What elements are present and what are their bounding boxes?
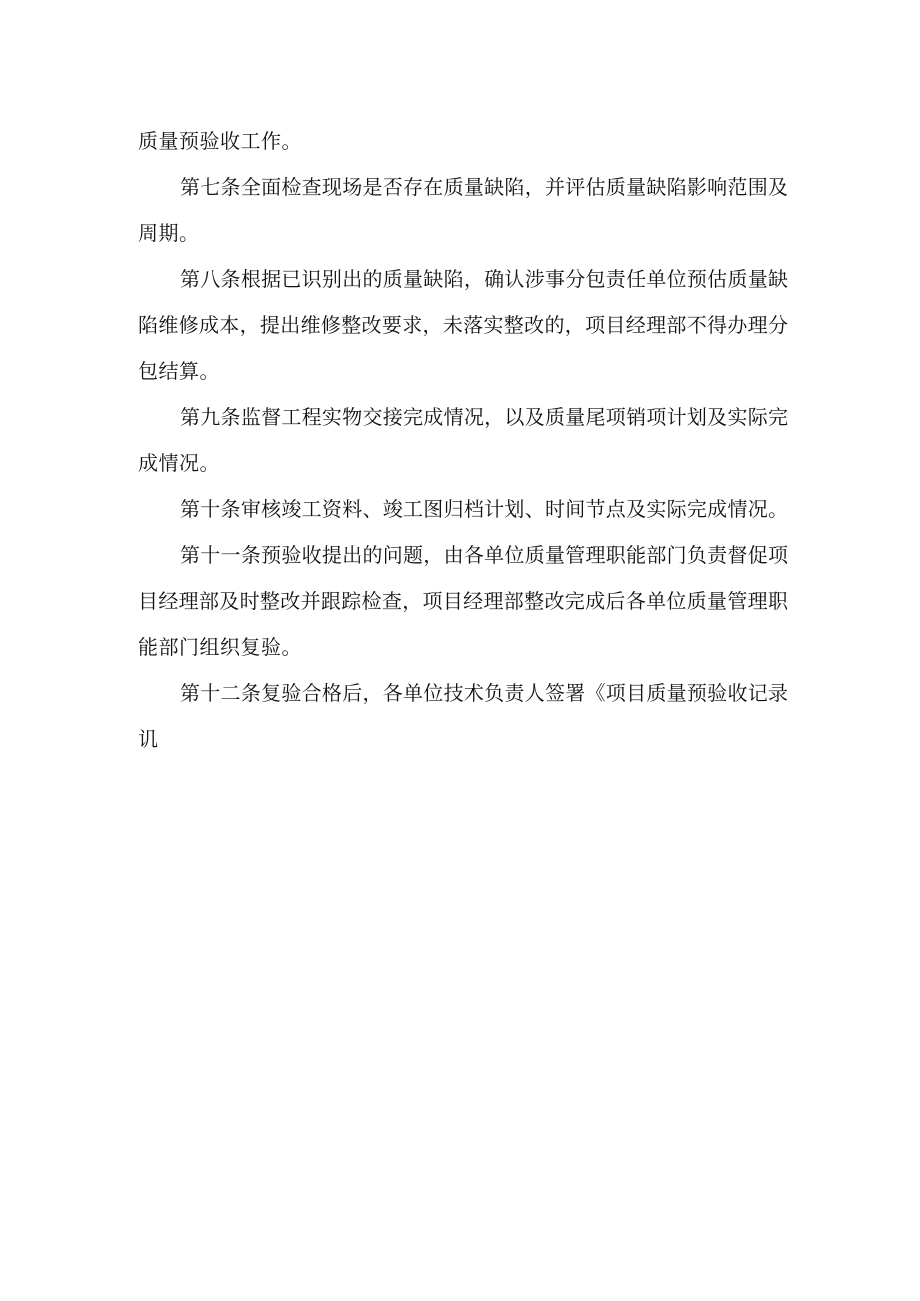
article-8-line-2: 陷维修成本，提出维修整改要求，未落实整改的，项目经理部不得办理分 — [138, 313, 788, 337]
text-line-1: 质量预验收工作。 — [138, 129, 302, 153]
document-body — [138, 118, 788, 762]
article-12-line-1: 第十二条复验合格后，各单位技术负责人签署《项目质量预验收记录 — [180, 681, 788, 705]
article-7-line-1: 第七条全面检查现场是否存在质量缺陷，并评估质量缺陷影响范围及 — [180, 175, 788, 199]
article-11-line-2: 目经理部及时整改并跟踪检查，项目经理部整改完成后各单位质量管理职 — [138, 589, 788, 613]
article-11-line-3: 能部门组织复验。 — [138, 635, 302, 659]
article-9-line-1: 第九条监督工程实物交接完成情况，以及质量尾项销项计划及实际完 — [180, 405, 788, 429]
article-7-line-2: 周期。 — [138, 221, 200, 245]
article-8-line-1: 第八条根据已识别出的质量缺陷，确认涉事分包责任单位预估质量缺 — [180, 267, 788, 291]
article-10-line-1: 第十条审核竣工资料、竣工图归档计划、时间节点及实际完成情况。 — [180, 497, 788, 521]
article-9-line-2: 成情况。 — [138, 451, 220, 475]
article-11-line-1: 第十一条预验收提出的问题，由各单位质量管理职能部门负责督促项 — [180, 543, 788, 567]
article-8-line-3: 包结算。 — [138, 359, 220, 383]
article-12-line-2: 讥 — [138, 727, 159, 751]
